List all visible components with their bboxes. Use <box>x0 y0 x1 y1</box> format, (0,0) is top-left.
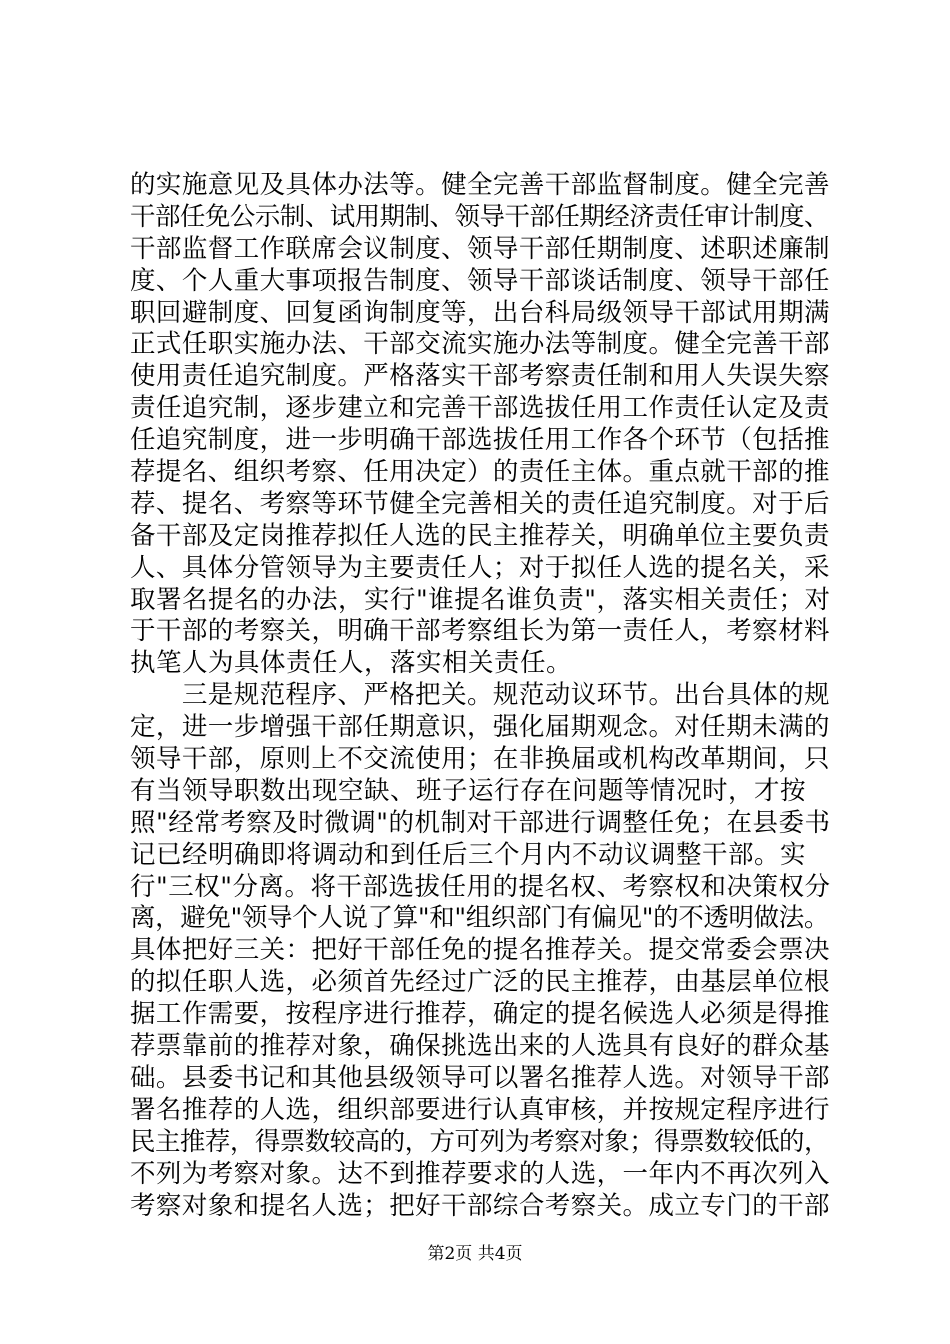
text-line: 据工作需要，按程序进行推荐，确定的提名候选人必须是得推 <box>130 999 830 1030</box>
text-line: 任追究制度，进一步明确干部选拔任用工作各个环节（包括推 <box>130 425 830 456</box>
text-line: 于干部的考察关，明确干部考察组长为第一责任人，考察材料 <box>130 616 830 647</box>
text-line: 干部监督工作联席会议制度、领导干部任期制度、述职述廉制 <box>130 233 830 264</box>
text-line: 行"三权"分离。将干部选拔任用的提名权、考察权和决策权分 <box>130 871 831 902</box>
text-line: 责任追究制，逐步建立和完善干部选拔任用工作责任认定及责 <box>130 393 830 424</box>
text-line: 正式任职实施办法、干部交流实施办法等制度。健全完善干部 <box>130 329 830 360</box>
text-line: 的拟任职人选，必须首先经过广泛的民主推荐，由基层单位根 <box>130 967 830 998</box>
text-line: 有当领导职数出现空缺、班子运行存在问题等情况时，才按 <box>130 775 807 806</box>
text-line: 础。县委书记和其他县级领导可以署名推荐人选。对领导干部 <box>130 1062 830 1093</box>
text-line: 荐提名、组织考察、任用决定）的责任主体。重点就干部的推 <box>130 457 830 488</box>
text-line: 不列为考察对象。达不到推荐要求的人选，一年内不再次列入 <box>130 1158 830 1189</box>
text-line: 度、个人重大事项报告制度、领导干部谈话制度、领导干部任 <box>130 265 830 296</box>
text-line: 荐票靠前的推荐对象，确保挑选出来的人选具有良好的群众基 <box>130 1031 830 1062</box>
text-line: 三是规范程序、严格把关。规范动议环节。出台具体的规 <box>130 680 830 711</box>
text-line: 署名推荐的人选，组织部要进行认真审核，并按规定程序进行 <box>130 1094 830 1125</box>
text-line: 备干部及定岗推荐拟任人选的民主推荐关，明确单位主要负责 <box>130 520 830 551</box>
text-line: 人、具体分管领导为主要责任人；对于拟任人选的提名关，采 <box>130 552 830 583</box>
text-line: 的实施意见及具体办法等。健全完善干部监督制度。健全完善 <box>130 170 830 200</box>
text-line: 照"经常考察及时微调"的机制对干部进行调整任免；在县委书 <box>130 807 831 838</box>
text-line: 领导干部，原则上不交流使用；在非换届或机构改革期间，只 <box>130 744 830 775</box>
text-line: 具体把好三关：把好干部任免的提名推荐关。提交常委会票决 <box>130 935 830 966</box>
text-line: 执笔人为具体责任人，落实相关责任。 <box>130 648 573 679</box>
text-line: 记已经明确即将调动和到任后三个月内不动议调整干部。实 <box>130 839 807 870</box>
text-line: 民主推荐，得票数较高的，方可列为考察对象；得票数较低的， <box>130 1126 829 1157</box>
text-line: 使用责任追究制度。严格落实干部考察责任制和用人失误失察 <box>130 361 830 392</box>
text-line: 荐、提名、考察等环节健全完善相关的责任追究制度。对于后 <box>130 488 830 519</box>
text-line: 离，避免"领导个人说了算"和"组织部门有偏见"的不透明做法。 <box>130 903 830 934</box>
text-line: 取署名提名的办法，实行"谁提名谁负责"，落实相关责任；对 <box>130 584 831 615</box>
text-line: 考察对象和提名人选；把好干部综合考察关。成立专门的干部 <box>130 1190 830 1221</box>
page-footer: 第2页 共4页 <box>427 1244 523 1264</box>
text-line: 定，进一步增强干部任期意识，强化届期观念。对任期未满的 <box>130 712 830 743</box>
text-line: 职回避制度、回复函询制度等，出台科局级领导干部试用期满 <box>130 297 830 328</box>
body-text <box>130 170 830 1222</box>
text-line: 干部任免公示制、试用期制、领导干部任期经济责任审计制度、 <box>130 201 829 232</box>
